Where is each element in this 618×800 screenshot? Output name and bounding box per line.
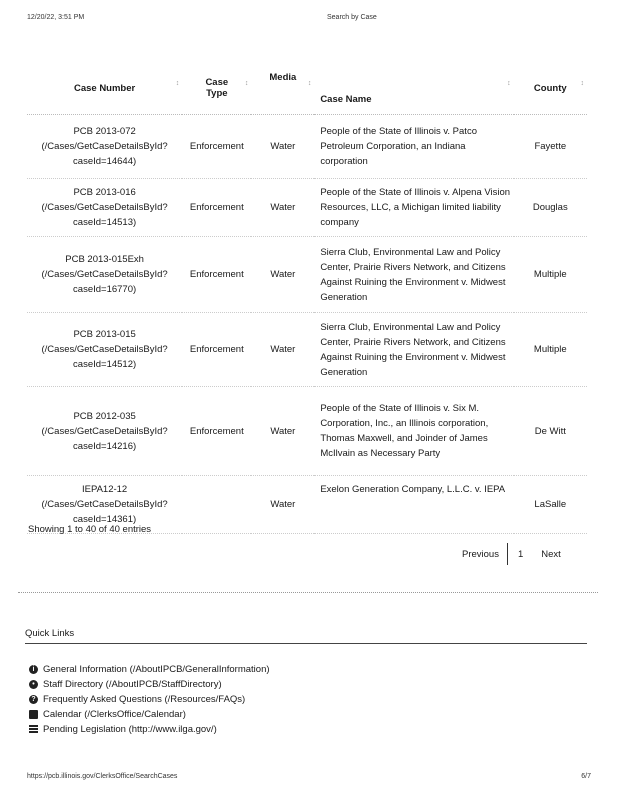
case-number-cell[interactable] <box>27 387 182 476</box>
table-row <box>27 313 587 387</box>
case-number-cell[interactable] <box>27 237 182 313</box>
media-cell: Water <box>251 237 314 313</box>
quick-link-staff-directory[interactable] <box>29 677 270 692</box>
quick-links-divider <box>25 643 587 644</box>
case-number-cell[interactable] <box>27 313 182 387</box>
sort-icon: ↕ <box>507 80 511 87</box>
quick-link-label[interactable]: Frequently Asked Questions (/Resources/FAQs) <box>43 694 246 705</box>
case-link-path[interactable]: (/Cases/GetCaseDetailsById? <box>41 344 168 355</box>
header-media-label: Media <box>269 72 297 83</box>
header-media[interactable] <box>251 62 314 115</box>
quick-link-general-information[interactable] <box>29 662 270 677</box>
case-number[interactable]: PCB 2013-016 <box>73 187 136 198</box>
sort-icon: ↕ <box>307 80 312 87</box>
table-row <box>27 237 587 313</box>
case-name-cell: People of the State of Illinois v. Patco Petroleum Corporation, an Indiana corporation <box>314 115 513 179</box>
header-case-type-label-2: Type <box>206 88 228 99</box>
user-icon: • <box>29 680 38 689</box>
quick-links-list <box>29 662 270 737</box>
header-county-label: County <box>533 82 567 94</box>
case-number-cell[interactable] <box>27 179 182 237</box>
print-page-number: 6/7 <box>581 773 591 780</box>
header-county[interactable] <box>514 62 587 115</box>
table-row <box>27 179 587 237</box>
case-link-id[interactable]: caseId=14361) <box>73 514 137 525</box>
case-name-cell: Exelon Generation Company, L.L.C. v. IEPA <box>314 476 513 534</box>
table-row <box>27 115 587 179</box>
pagination <box>462 544 561 564</box>
case-number-cell[interactable] <box>27 115 182 179</box>
case-link-path[interactable]: (/Cases/GetCaseDetailsById? <box>41 202 168 213</box>
case-type-cell: Enforcement <box>182 237 251 313</box>
next-button[interactable]: Next <box>541 548 561 560</box>
sort-icon: ↕ <box>244 80 249 87</box>
case-type-cell: Enforcement <box>182 179 251 237</box>
quick-link-label[interactable]: Staff Directory (/AboutIPCB/StaffDirectory) <box>43 679 222 690</box>
case-number[interactable]: IEPA12-12 <box>81 484 128 495</box>
county-cell: LaSalle <box>514 476 587 534</box>
media-cell: Water <box>251 476 314 534</box>
case-link-path[interactable]: (/Cases/GetCaseDetailsById? <box>41 141 168 152</box>
case-type-cell: Enforcement <box>182 387 251 476</box>
cases-table <box>27 62 587 534</box>
case-number[interactable]: PCB 2013-072 <box>73 126 136 137</box>
media-cell: Water <box>251 115 314 179</box>
sort-icon: ↕ <box>580 80 584 87</box>
document-icon <box>29 725 38 734</box>
page-1-button[interactable]: 1 <box>517 548 524 560</box>
pager-divider <box>507 543 508 565</box>
table-row <box>27 387 587 476</box>
case-name-cell: Sierra Club, Environmental Law and Policy Center, Prairie Rivers Network, and Citizens Against Ruining the Environment v. Midwest Generation <box>314 313 513 387</box>
case-name-cell: People of the State of Illinois v. Six M. Corporation, Inc., an Illinois corporation, Thomas Maxwell, and Joinder of James McIlvain as Necessary Party <box>314 387 513 476</box>
header-case-number-label: Case Number <box>73 82 136 94</box>
print-title: Search by Case <box>327 14 377 21</box>
calendar-icon <box>29 710 38 719</box>
header-case-type[interactable] <box>182 62 251 115</box>
county-cell: De Witt <box>514 387 587 476</box>
case-link-id[interactable]: caseId=14216) <box>73 440 137 452</box>
case-number[interactable]: PCB 2013-015 <box>73 329 136 340</box>
info-icon: i <box>29 665 38 674</box>
case-number[interactable]: PCB 2013-015Exh <box>65 254 144 265</box>
county-cell: Multiple <box>514 313 587 387</box>
quick-link-label[interactable]: Calendar (/ClerksOffice/Calendar) <box>43 709 186 720</box>
case-link-id[interactable]: caseId=16770) <box>73 284 137 295</box>
case-link-id[interactable]: caseId=14512) <box>73 359 137 370</box>
question-icon: ? <box>29 695 38 704</box>
header-case-number[interactable] <box>27 62 182 115</box>
header-case-name[interactable] <box>314 62 513 115</box>
quick-links-title: Quick Links <box>25 628 75 639</box>
case-type-cell: Enforcement <box>182 313 251 387</box>
county-cell: Fayette <box>514 115 587 179</box>
quick-link-calendar[interactable] <box>29 707 270 722</box>
county-cell: Douglas <box>514 179 587 237</box>
case-link-id[interactable]: caseId=14644) <box>73 156 137 167</box>
print-date: 12/20/22, 3:51 PM <box>27 14 85 21</box>
case-link-path[interactable]: (/Cases/GetCaseDetailsById? <box>41 425 168 437</box>
quick-link-label[interactable]: General Information (/AboutIPCB/GeneralInformation) <box>43 664 270 675</box>
case-link-path[interactable]: (/Cases/GetCaseDetailsById? <box>41 269 168 280</box>
media-cell: Water <box>251 313 314 387</box>
quick-link-pending-legislation[interactable] <box>29 722 270 737</box>
media-cell: Water <box>251 387 314 476</box>
case-name-cell: Sierra Club, Environmental Law and Policy Center, Prairie Rivers Network, and Citizens Against Ruining the Environment v. Midwest Generation <box>314 237 513 313</box>
case-type-cell <box>182 476 251 534</box>
sort-icon: ↕ <box>175 80 180 87</box>
previous-button[interactable]: Previous <box>462 548 499 560</box>
quick-link-faqs[interactable] <box>29 692 270 707</box>
print-header <box>27 14 591 26</box>
table-header-row <box>27 62 587 115</box>
case-type-cell: Enforcement <box>182 115 251 179</box>
print-url: https://pcb.illinois.gov/ClerksOffice/SearchCases <box>27 773 178 780</box>
case-number[interactable]: PCB 2012-035 <box>73 410 136 422</box>
header-case-name-label: Case Name <box>320 94 372 105</box>
case-link-path[interactable]: (/Cases/GetCaseDetailsById? <box>41 499 168 510</box>
divider <box>18 592 598 593</box>
case-link-id[interactable]: caseId=14513) <box>73 217 137 228</box>
media-cell: Water <box>251 179 314 237</box>
quick-link-label[interactable]: Pending Legislation (http://www.ilga.gov/) <box>43 724 217 735</box>
table-info: Showing 1 to 40 of 40 entries <box>28 524 152 535</box>
case-name-cell: People of the State of Illinois v. Alpena Vision Resources, LLC, a Michigan limited liability company <box>314 179 513 237</box>
header-case-type-label-1: Case <box>205 77 229 88</box>
county-cell: Multiple <box>514 237 587 313</box>
